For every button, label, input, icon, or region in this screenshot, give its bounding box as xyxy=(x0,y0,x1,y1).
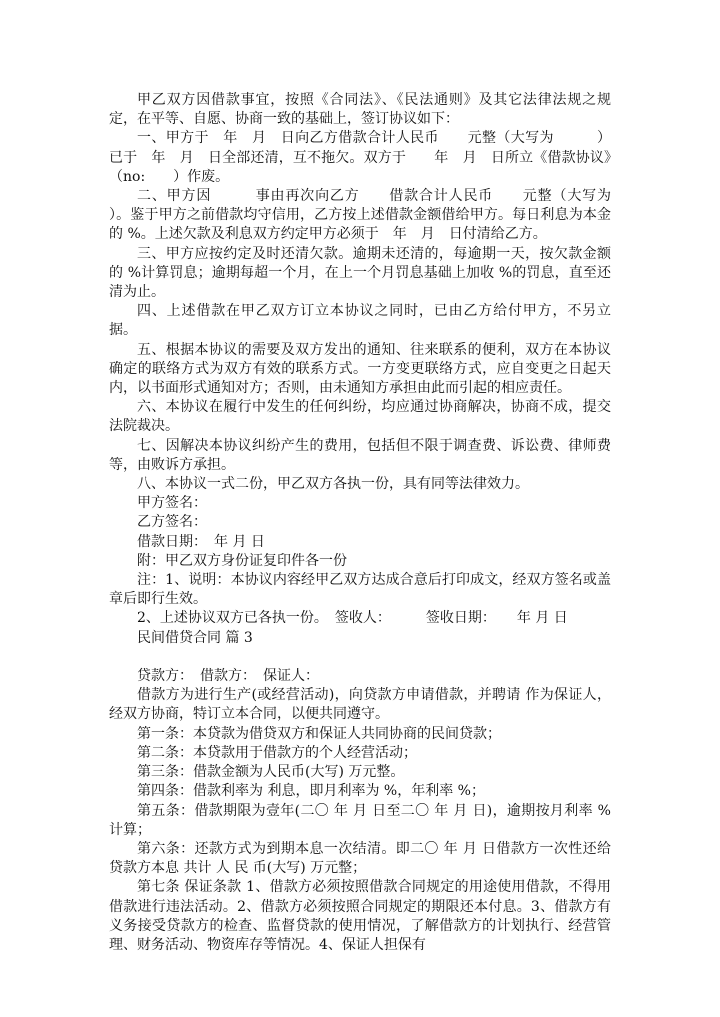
clause-4: 四、上述借款在甲乙双方订立本协议之同时，已由乙方给付甲方，不另立据。 xyxy=(109,303,611,339)
article-7: 第七条 保证条款 1、借款方必须按照借款合同规定的用途使用借款，不得用借款进行违法活动。2、借款方必须按照合同规定的期限还本付息。3、借款方有义务接受贷款方的检查、监督贷款的使用情况，了解借款方的计划执行、经营管理、财务活动、物资库存等情况。4、保证人担保有 xyxy=(109,879,611,953)
clause-3: 三、甲方应按约定及时还清欠款。逾期未还清的，每逾期一天，按欠款金额的 %计算罚息；逾期每超一个月，在上一个月罚息基础上加收 %的罚息，直至还清为止。 xyxy=(109,245,611,301)
article-4: 第四条：借款利率为 利息，即月利率为 %，年利率 %； xyxy=(137,783,485,800)
attachment-note: 附：甲乙双方身份证复印件各一份 xyxy=(137,552,347,569)
clause-1: 一、甲方于 年 月 日向乙方借款合计人民币 元整（大写为 ）已于 年 月 日全部还清，互不拖欠。双方于 年 月 日所立《借款协议》（no: ）作废。 xyxy=(109,130,611,185)
clause-6: 六、本协议在履行中发生的任何纠纷，均应通过协商解决，协商不成，提交法院裁决。 xyxy=(109,399,611,435)
party-a-signature: 甲方签名： xyxy=(137,495,207,512)
loan-date: 借款日期： 年 月 日 xyxy=(137,533,265,550)
contract-preamble: 借款方为进行生产(或经营活动)，向贷款方申请借款，并聘请 作为保证人，经双方协商，特订立本合同，以便共同遵守。 xyxy=(109,687,611,723)
party-b-signature: 乙方签名： xyxy=(137,514,207,531)
clause-2: 二、甲方因 事由再次向乙方 借款合计人民币 元整（大写为 ）。鉴于甲方之前借款均守信用，乙方按上述借款金额借给甲方。每日利息为本金的 %。上述欠款及利息双方约定甲方必须于 年 月 日付清给乙方。 xyxy=(109,188,653,243)
article-1: 第一条：本贷款为借贷双方和保证人共同协商的民间贷款； xyxy=(137,725,501,742)
remark-note-1: 注：1、说明：本协议内容经甲乙双方达成合意后打印成文，经双方签名或盖章后即行生效。 xyxy=(109,572,611,608)
article-3: 第三条：借款金额为人民币(大写) 万元整。 xyxy=(137,764,405,781)
parties-line: 贷款方： 借款方： 保证人： xyxy=(137,668,319,685)
section-heading: 民间借贷合同 篇 3 xyxy=(137,629,253,646)
clause-8: 八、本协议一式二份，甲乙双方各执一份，具有同等法律效力。 xyxy=(137,476,529,493)
clause-7: 七、因解决本协议纠纷产生的费用，包括但不限于调查费、诉讼费、律师费等，由败诉方承担。 xyxy=(109,437,611,473)
article-2: 第二条：本贷款用于借款方的个人经营活动； xyxy=(137,744,417,761)
article-6: 第六条：还款方式为到期本息一次结清。即二〇 年 月 日借款方一次性还给贷款方本息 共计 人 民 币(大写) 万元整； xyxy=(109,840,611,877)
clause-5: 五、根据本协议的需要及双方发出的通知、往来联系的便利，双方在本协议确定的联络方式为双方有效的联系方式。一方变更联络方式，应自变更之日起天内，以书面形式通知对方；否则，由未通知方承担由此而引起的相应责任。 xyxy=(109,341,611,397)
blank-line xyxy=(109,648,611,667)
preamble-paragraph: 甲乙双方因借款事宜，按照《合同法》、《民法通则》及其它法律法规之规定，在平等、自愿、协商一致的基础上，签订协议如下： xyxy=(109,92,611,128)
document-body xyxy=(109,91,653,955)
article-5: 第五条：借款期限为壹年(二〇 年 月 日至二〇 年 月 日)，逾期按月利率 %计算； xyxy=(109,802,611,838)
remark-note-2: 2、上述协议双方已各执一份。 签收人： 签收日期： 年 月 日 xyxy=(137,610,568,627)
